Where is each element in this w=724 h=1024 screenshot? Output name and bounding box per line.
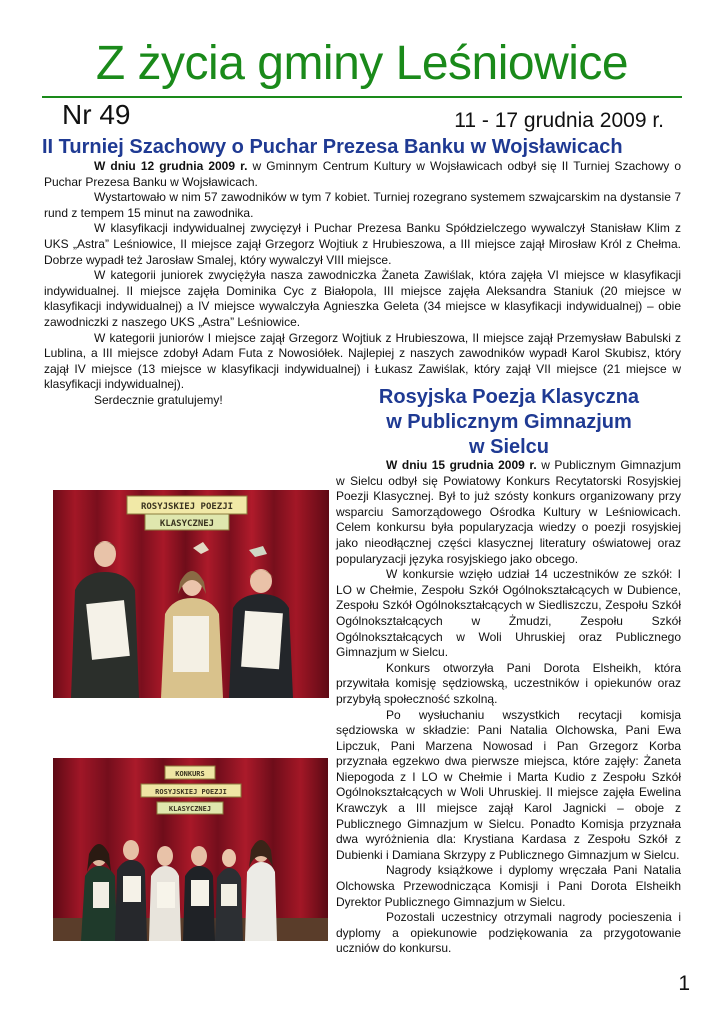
poetry-paragraph: W dniu 15 grudnia 2009 r. w Publicznym Gimnazjum w Sielcu odbył się Powiatowy Konkurs Recytatorski Rosyjskiej Poezji Klasycznej. Był to już szósty konkurs organizowany przy wsparciu Samorządowego Ośrodka Kultury w Leśniowicach. Celem konkursu była popularyzacja wiedzy o poezji rosyjskiej jako nieodłącznej części klasycznej literatury oświatowej oraz popularyzacji języka rosyjskiego jako obcego. (336, 458, 682, 566)
chess-paragraph: Wystartowało w nim 57 zawodników w tym 7 kobiet. Turniej rozegrano systemem szwajcarskim na dystansie 7 rund z tempem 15 minut na zawodnika. (44, 190, 681, 220)
issue-date: 11 - 17 grudnia 2009 r. (454, 109, 664, 132)
poetry-paragraph: Nagrody książkowe i dyplomy wręczała Pani Natalia Olchowska Przewodnicząca Komisji i Pani Dorota Elsheikh Dyrektor Publicznego Gimnazjum w Sielcu. (336, 863, 681, 909)
page-number: 1 (678, 972, 690, 995)
newsletter-title: Z życia gminy Leśniowice (95, 37, 629, 90)
poetry-article-headline: Rosyjska Poezja Klasyczna w Publicznym Gimnazjum w Sielcu (378, 386, 640, 458)
poetry-paragraph: Po wysłuchaniu wszystkich recytacji komisja sędziowska w składzie: Pani Natalia Olchowska, Pani Ewa Lipczuk, Pani Marzena Nowosad i Pan Grzegorz Korba przyznała egzekwo dwa pierwsze miejsca, które zajęły: Żaneta Niepogoda z I LO w Chełmie i Marta Kudio z Zespołu Szkół Ogólnokształcących w Woli Uhruskiej. II miejsce zajęła Ewelina Krawczyk a III miejsce zajął Karol Jagnicki – oboje z Publicznego Gimnazjum w Sielcu. Ponadto Komisja przyznała dwa wyróżnienia dla: Krystiana Kardasa z Zespołu Szkół z Dubienki i Damiana Skrzypy z Publicznego Gimnazjum w Sielcu. (336, 707, 681, 862)
chess-article-headline: II Turniej Szachowy o Puchar Prezesa Banku w Wojsławicach (42, 136, 623, 158)
poetry-paragraph: Konkurs otworzyła Pani Dorota Elsheikh, która przywitała komisję sędziowską, uczestników i opiekunów oraz przybyłą społeczność szkolną. (336, 660, 681, 706)
poetry-paragraph: W konkursie wzięło udział 14 uczestników ze szkół: I LO w Chełmie, Zespołu Szkół Ogólnokształcących w Dubience, Zespołu Szkół Ogólnokształcących w Siedliszczu, Zespołu Szkół Ogólnokształcących w Żmudzi, Zespołu Szkół Ogólnokształcących w Woli Uhruskiej oraz Publicznego Gimnazjum w Sielcu. (336, 567, 681, 660)
svg-text:KLASYCZNEJ: KLASYCZNEJ (168, 805, 212, 813)
chess-article-body (44, 159, 681, 409)
svg-text:ROSYJSKIEJ POEZJI: ROSYJSKIEJ POEZJI (155, 788, 227, 796)
header-rule (42, 96, 682, 98)
contest-photo-winners-image (53, 758, 328, 941)
svg-text:KONKURS: KONKURS (175, 770, 205, 778)
chess-paragraph: W kategorii juniorek zwyciężyła nasza zawodniczka Żaneta Zawiślak, która zajęła VI miejsce w klasyfikacji indywidualnej. II miejsce zajęła Dominika Cyc z Białopola, III miejsce zajęła Aleksandra Staniuk (20 miejsce w klasyfikacji indywidualnej) a IV miejsce wywalczyła Agnieszka Geleta (34 miejsce w klasyfikacji indywidualnej) – obie zawodniczki z naszego UKS „Astra” Leśniowice. (44, 268, 681, 329)
chess-paragraph: W dniu 12 grudnia 2009 r. w Gminnym Centrum Kultury w Wojsławicach odbył się II Turniej Szachowy o Puchar Prezesa Banku w Wojsławicach. (44, 159, 682, 189)
issue-number: Nr 49 (62, 99, 131, 130)
chess-paragraph: W kategorii juniorów I miejsce zajął Grzegorz Wojtiuk z Hrubieszowa, II miejsce zajął Przemysław Babulski z Lublina, a III miejsce zdobył Adam Futa z Nowosiółek. Najlepiej z naszych zawodników wypadł Karol Skubisz, który zajął IV miejsce (13 miejsce w klasyfikacji indywidualnej) i Łukasz Zawiślak, który zajął VII miejsce (21 miejsce w klasyfikacji indywidualnej). (44, 330, 681, 392)
chess-paragraph: Serdecznie gratulujemy! (94, 392, 223, 407)
chess-paragraph: W klasyfikacji indywidualnej zwycięzył i Puchar Prezesa Banku Spółdzielczego wywalczył Stanisław Klim z UKS „Astra” Leśniowice, II miejsce zajął Grzegorz Wojtiuk z Hrubieszowa, a III miejsce zajął Mirosław Król z Chełma. Dobrze wypadł też Jarosław Smalej, który wywalczył VIII miejsce. (44, 221, 681, 267)
contest-photo-winners (53, 758, 328, 941)
poetry-article-body (336, 458, 681, 957)
poetry-paragraph: Pozostali uczestnicy otrzymali nagrody pocieszenia i dyplomy a opiekunowie podziękowania za przygotowanie uczniów do konkursu. (336, 910, 681, 956)
contest-photo-students-image (53, 490, 329, 698)
svg-text:KLASYCZNEJ: KLASYCZNEJ (159, 519, 215, 529)
contest-photo-students (53, 490, 329, 698)
svg-text:ROSYJSKIEJ POEZJI: ROSYJSKIEJ POEZJI (140, 502, 234, 512)
